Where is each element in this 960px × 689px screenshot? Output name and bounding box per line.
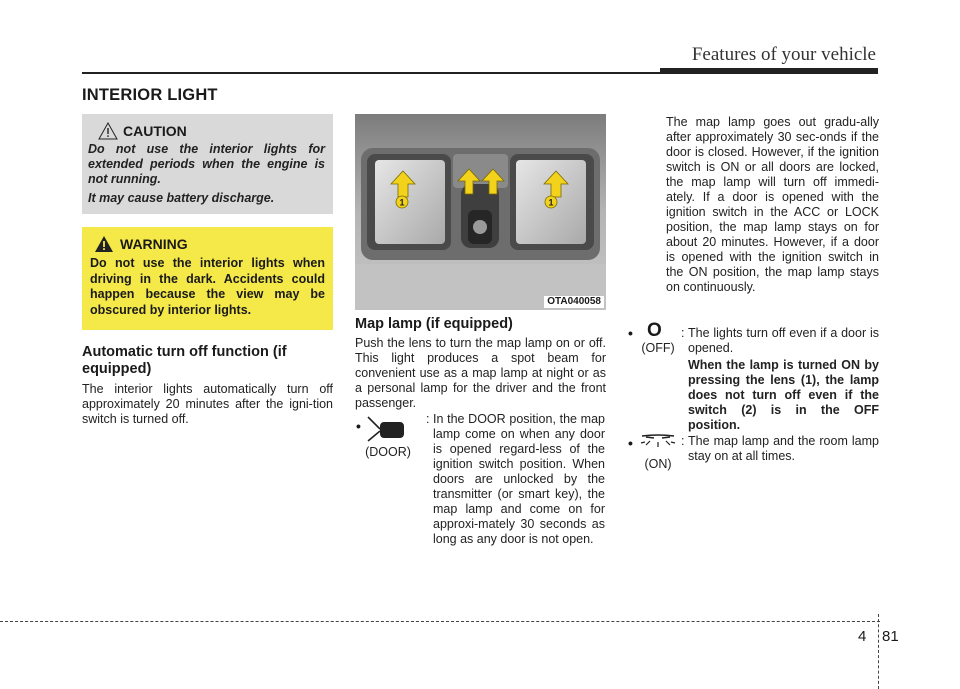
on-caption: (ON)	[644, 457, 672, 471]
warning-text: Do not use the interior lights when driving in the dark. Accidents could happen because the view may be obscured by interior lights.	[90, 256, 325, 317]
caution-box	[82, 114, 333, 214]
on-description: : The map lamp and the room lamp stay on at all times.	[681, 434, 879, 463]
section-title: INTERIOR LIGHT	[82, 86, 218, 104]
caution-line-2: It may cause battery discharge.	[88, 191, 275, 205]
on-light-icon	[638, 433, 678, 455]
off-description-text: The lights turn off even if a door is opened.	[688, 326, 879, 355]
page-number: 81	[882, 628, 899, 645]
chapter-number: 4	[858, 628, 867, 645]
photo-caption: OTA040058	[544, 296, 604, 308]
map-lamp-text: Push the lens to turn the map lamp on or off. This light produces a spot beam for convenient use as a map lamp at night or as a personal lamp for the driver and the front passenger.	[355, 336, 606, 410]
off-caption: (OFF)	[641, 341, 675, 355]
door-description-text: In the DOOR position, the map lamp come on when any door is opened regard-less of the ignition switch position. When doors are unlocked by the transmitter (or smart key), the map lamp and come on for approxi-mately 30 seconds as long as any door is not open.	[433, 412, 605, 546]
map-lamp-photo	[355, 114, 606, 310]
off-description: : The lights turn off even if a door is opened. When the lamp is turned ON by pressing the lens (1), the lamp does not turn off even if the switch (2) is in the OFF position.	[681, 326, 879, 432]
warning-triangle-icon	[98, 122, 118, 140]
map-lamp-illustration	[355, 114, 606, 310]
map-lamp-goes-out-text: The map lamp goes out gradu-ally after approximately 30 sec-onds if the door is closed. However, if the ignition switch is ON or all doors are locked, the map lamp will turn off immedi-ately. If a door is opened with the ignition switch in the ACC or LOCK position, the map lamp stays on for about 20 minutes. However, if a door is opened with the ignition switch in the ON position, the map lamp stays on continuously.	[666, 115, 879, 294]
bullet-dot: •	[356, 418, 361, 434]
warning-box	[82, 227, 333, 330]
door-description: : In the DOOR position, the map lamp come on when any door is opened regard-less of the ignition switch position. When doors are unlocked by the transmitter (or smart key), the map lamp and come on for approxi-mately 30 seconds as long as any door is not open.	[426, 412, 605, 546]
map-lamp-heading: Map lamp (if equipped)	[355, 316, 513, 332]
off-bold-note: When the lamp is turned ON by pressing the lens (1), the lamp does not turn off even if the switch (2) is in the OFF position.	[688, 358, 879, 432]
auto-off-text: The interior lights automatically turn off approximately 20 minutes after the igni-tion switch is turned off.	[82, 382, 333, 426]
off-symbol: O	[647, 320, 662, 341]
door-caption: (DOOR)	[365, 445, 411, 459]
caution-text	[88, 142, 325, 206]
photo-callout-1: 1	[399, 197, 405, 208]
door-position-icon	[366, 415, 406, 443]
warning-header	[94, 235, 325, 253]
footer-divider	[878, 614, 879, 689]
header-rule-accent	[660, 68, 878, 74]
page-header-title: Features of your vehicle	[691, 44, 876, 65]
caution-title: CAUTION	[123, 123, 187, 139]
bullet-dot: •	[628, 325, 633, 341]
caution-header	[98, 122, 325, 140]
warning-title: WARNING	[120, 236, 188, 252]
caution-line-1: Do not use the interior lights for extended periods when the engine is not running.	[88, 142, 325, 186]
photo-callout-1b: 1	[548, 197, 554, 208]
footer-rule	[0, 621, 880, 622]
auto-off-heading: Automatic turn off function (if equipped)	[82, 344, 287, 377]
on-description-text: The map lamp and the room lamp stay on at all times.	[688, 434, 879, 463]
warning-triangle-icon	[94, 235, 114, 253]
bullet-dot: •	[628, 435, 633, 451]
